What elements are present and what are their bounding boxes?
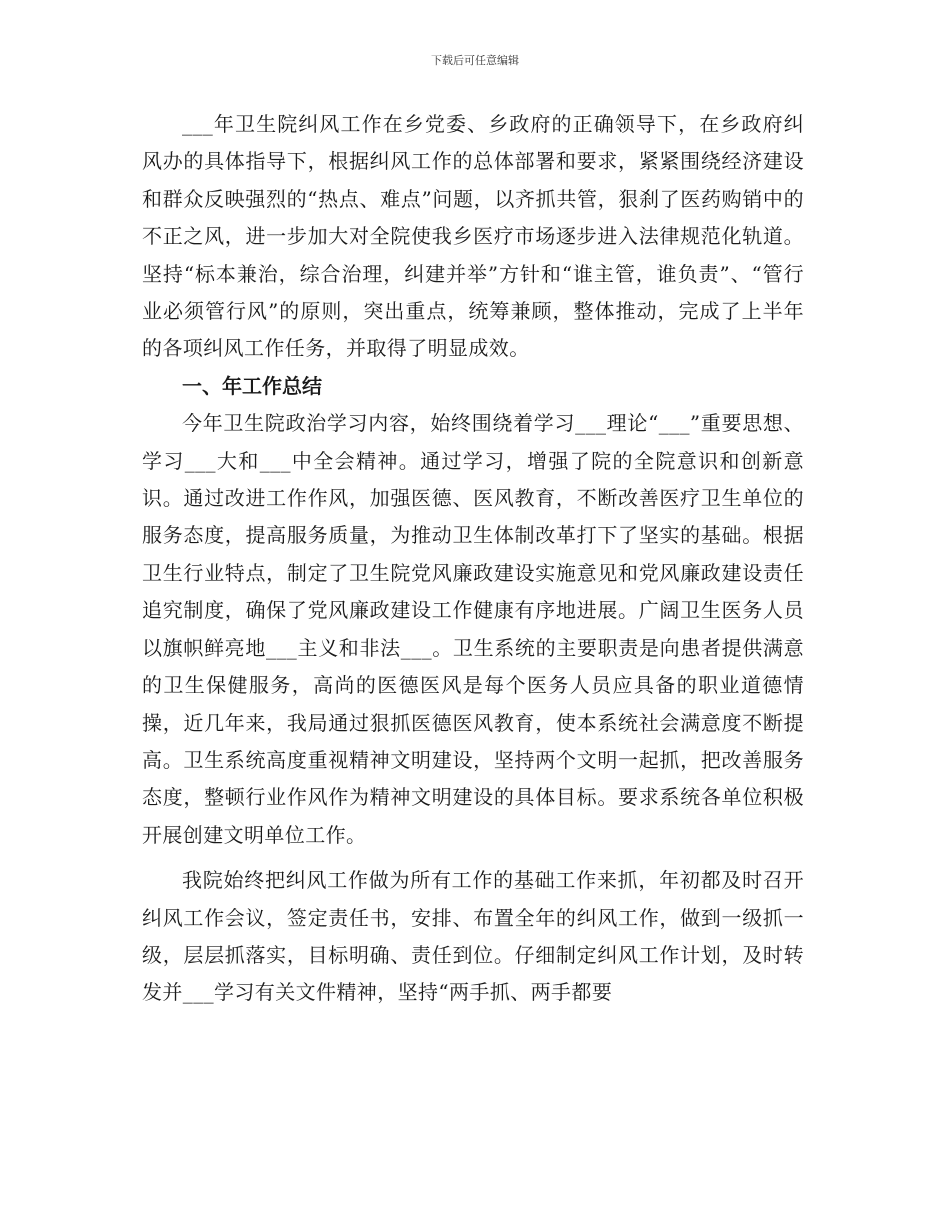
- paragraph-intro: ___年卫生院纠风工作在乡党委、乡政府的正确领导下，在乡政府纠风办的具体指导下，根据纠风工作的总体部署和要求，紧紧围绕经济建设和群众反映强烈的“热点、难点”问题，以齐抓共管，狠刹了医药购销中的不正之风，进一步加大对全院使我乡医疗市场逐步进入法律规范化轨道。坚持“标本兼治，综合治理，纠建并举”方针和“谁主管，谁负责”、“管行业必须管行风”的原则，突出重点，统筹兼顾，整体推动，完成了上半年的各项纠风工作任务，并取得了明显成效。: [142, 112, 804, 361]
- document-body: [142, 106, 804, 1012]
- section-heading: 一、年工作总结: [182, 373, 322, 398]
- page-header: 下载后可任意编辑: [431, 54, 519, 67]
- paragraph-work: 我院始终把纠风工作做为所有工作的基础工作来抓，年初都及时召开纠风工作会议，签定责任书，安排、布置全年的纠风工作，做到一级抓一级，层层抓落实，目标明确、责任到位。仔细制定纠风工作计划，及时转发并___学习有关文件精神，坚持“两手抓、两手都要: [142, 868, 804, 1005]
- paragraph-summary: 今年卫生院政治学习内容，始终围绕着学习___理论“___”重要思想、学习___大和___中全会精神。通过学习，增强了院的全院意识和创新意识。通过改进工作作风，加强医德、医风教育，不断改善医疗卫生单位的服务态度，提高服务质量，为推动卫生体制改革打下了坚实的基础。根据卫生行业特点，制定了卫生院党风廉政建设实施意见和党风廉政建设责任追究制度，确保了党风廉政建设工作健康有序地进展。广阔卫生医务人员以旗帜鲜亮地___主义和非法___。卫生系统的主要职责是向患者提供满意的卫生保健服务，高尚的医德医风是每个医务人员应具备的职业道德情操，近几年来，我局通过狠抓医德医风教育，使本系统社会满意度不断提高。卫生系统高度重视精神文明建设，坚持两个文明一起抓，把改善服务态度，整顿行业作风作为精神文明建设的具体目标。要求系统各单位积极开展创建文明单位工作。: [142, 411, 804, 847]
